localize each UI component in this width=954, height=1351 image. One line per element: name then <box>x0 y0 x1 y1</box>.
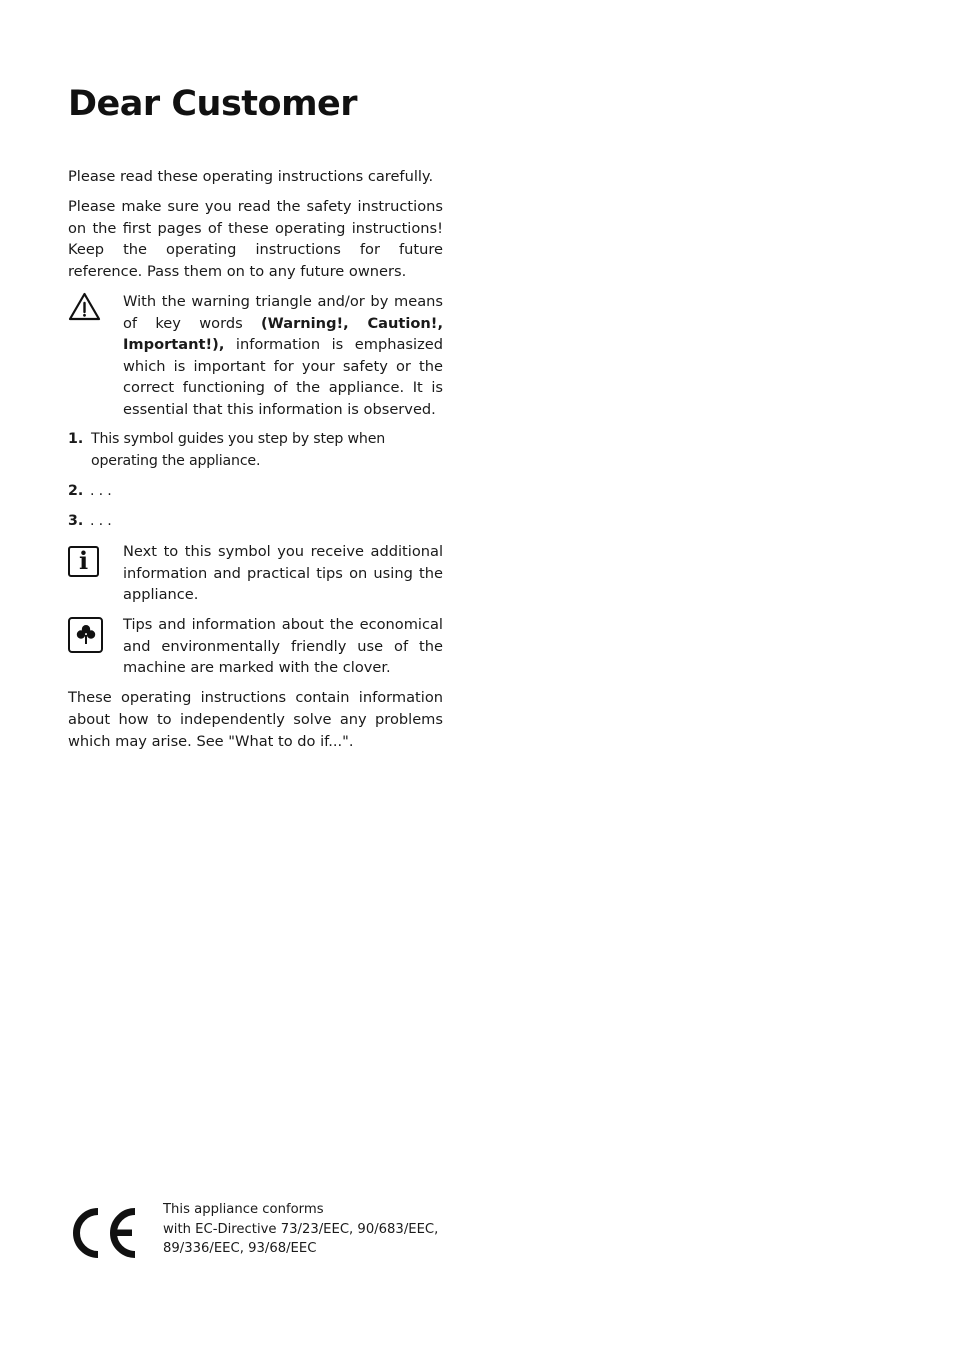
step-text: . . . <box>90 512 112 529</box>
environment-text: Tips and information about the economical and environmentally friendly use of the machine are marked with the clover. <box>123 616 443 677</box>
conformity-footer <box>68 1200 488 1262</box>
warning-block <box>68 291 443 421</box>
environment-block <box>68 614 443 679</box>
info-block <box>68 541 443 606</box>
conformity-text <box>163 1200 438 1259</box>
conformity-line: with EC-Directive 73/23/EEC, 90/683/EEC, <box>163 1221 439 1237</box>
troubleshooting-paragraph: These operating instructions contain information about how to independently solve any problems which may arise. See "What to do if...". <box>68 689 443 750</box>
intro-paragraph: Please read these operating instructions carefully. <box>68 168 434 185</box>
warning-triangle-icon <box>68 291 102 330</box>
conformity-line: This appliance conforms <box>163 1202 324 1217</box>
step-text: . . . <box>90 482 112 499</box>
info-text: Next to this symbol you receive additional information and practical tips on using the appliance. <box>123 542 443 604</box>
step-text: This symbol guides you step by step when operating the appliance. <box>91 431 386 469</box>
step-number: 2. <box>68 482 84 499</box>
warning-keywords: (Warning!, Caution!, Important!), <box>123 314 444 354</box>
main-content <box>68 166 443 761</box>
clover-icon <box>68 617 103 653</box>
info-icon: i <box>68 546 99 577</box>
safety-note-paragraph: Please make sure you read the safety instructions on the first pages of these operating instructions! Keep the operating instructions for future reference. Pass them on to any future owners. <box>68 198 443 280</box>
step-item <box>68 481 443 503</box>
step-item <box>68 511 443 533</box>
page-title: Dear Customer <box>68 84 358 124</box>
step-number: 3. <box>68 512 84 529</box>
warning-text: With the warning triangle and/or by means of key words (Warning!, Caution!, Important!), information is emphasized which is important for your safety or the correct functioning of the appliance. It is essential that this information is observed. <box>123 292 444 418</box>
conformity-line: 89/336/EEC, 93/68/EEC <box>163 1241 317 1256</box>
ce-mark-icon <box>68 1208 140 1262</box>
step-number: 1. <box>68 431 84 448</box>
step-item <box>68 429 443 472</box>
